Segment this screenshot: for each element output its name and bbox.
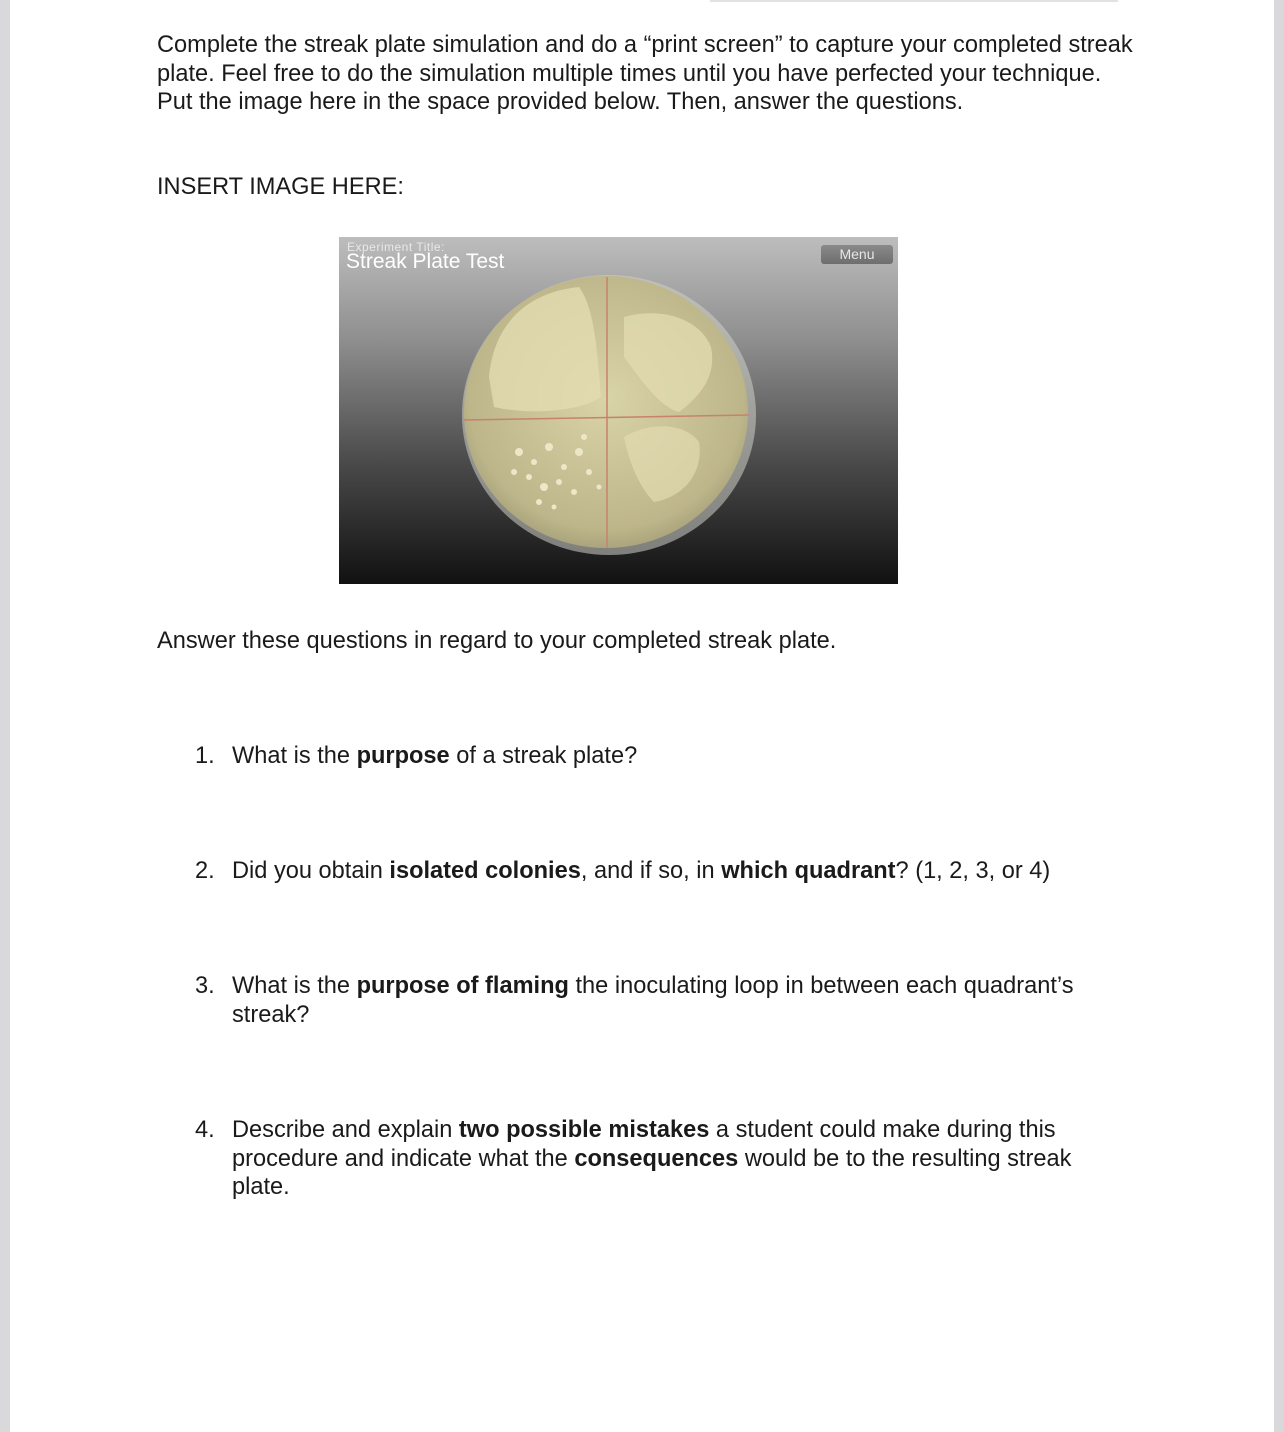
intro-paragraph: Complete the streak plate simulation and do a “print screen” to capture your completed streak plate. Feel free to do the simulation multiple times until you have perfected your technique. Put the image here in the space provided below. Then, answer the questions. [157,32,1133,116]
experiment-title: Streak Plate Test [346,250,505,273]
question-text: What is the purpose of a streak plate? [232,743,638,769]
streak-plate-screenshot [339,237,898,584]
question-text: Did you obtain isolated colonies, and if so, in which quadrant? (1, 2, 3, or 4) [232,858,1051,884]
petri-dish-illustration [339,237,898,584]
answer-instructions: Answer these questions in regard to your completed streak plate. [157,628,837,654]
question-number: 3. [195,973,215,999]
agar-surface [464,276,748,548]
menu-button[interactable]: Menu [821,245,893,264]
question-number: 4. [195,1117,215,1143]
quadrant-1-growth [489,287,601,411]
document-page [10,0,1274,1432]
experiment-title-label: Experiment Title: [347,240,445,254]
insert-image-label: INSERT IMAGE HERE: [157,174,404,200]
header-divider [710,0,1118,2]
question-text: Describe and explain two possible mistakes a student could make during this procedure and indicate what the consequences would be to the resulting streak plate. [232,1117,1072,1201]
question-number: 1. [195,743,215,769]
question-text: What is the purpose of flaming the inoculating loop in between each quadrant’s streak? [232,973,1074,1028]
question-number: 2. [195,858,215,884]
